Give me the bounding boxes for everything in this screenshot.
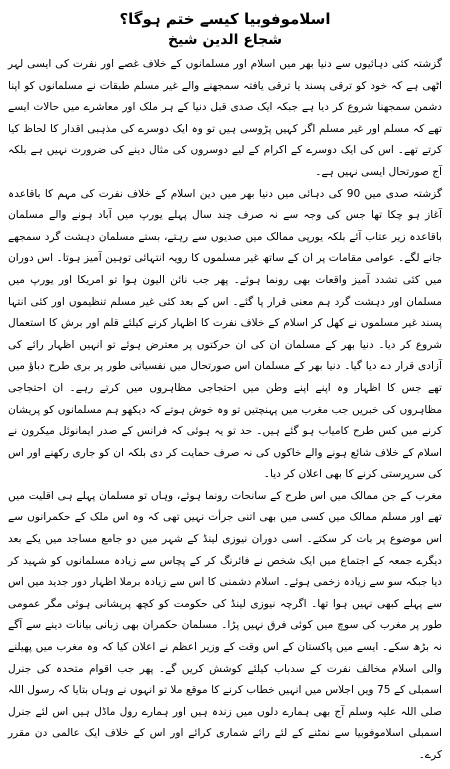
- article-title: اسلاموفوبیا کیسے ختم ہوگا؟: [119, 10, 331, 28]
- article-paragraph-3: مغرب کے جن ممالک میں اس طرح کے سانحات رونما ہوئے، وہاں تو مسلمان پہلے ہی اقلیت میں تھے اور مسلم ممالک میں کسی میں بھی اتنی جرأت نہیں تھی کہ وہ اس ملک کے حکمرانوں سے اس موضوع پر بات کر سکتے۔ اسی دوران نیوزی لینڈ کے شہر میں دو جامع مساجد میں یکے بعد دیگرے جمعہ کے اجتماع میں ایک شخص نے فائرنگ کر کے پچاس سے زیادہ مسلمانوں کو شہید کر دیا جبکہ سو سے زیادہ زخمی ہوئے۔ اسلام دشمنی کا اس سے زیادہ برملا اظہار دور جدید میں اس سے پہلے کبھی نہیں ہوا تھا۔ اگرچہ نیوزی لینڈ کی حکومت کو کچھ پریشانی ہوئی مگر عمومی طور پر مغرب کی سوچ میں کوئی فرق نہیں پڑا۔ مسلمان حکمران بھی زبانی بیانات دینے سے آگے نہ بڑھ سکے۔ ایسے میں پاکستان کے اس وقت کے وزیر اعظم نے اعلان کیا کہ وہ مغرب میں پھیلنے والی اسلام مخالف نفرت کے سدباب کیلئے کوشش کریں گے۔ پھر جب اقوام متحدہ کی جنرل اسمبلی کے 75 ویں اجلاس میں انہیں خطاب کرنے کا موقع ملا تو انہوں نے وہاں بتایا کہ رسول اللہ صلی اللہ علیہ وسلم آج بھی ہمارے دلوں میں زندہ ہیں اور ہمارے رول ماڈل ہیں اس لئے جنرل اسمبلی اسلاموفوبیا سے نمٹنے کے لئے رائے شماری کرائے اور اس کے خلاف ایک عالمی دن مقرر کرے۔: [8, 489, 442, 761]
- article-author: شجاع الدین شیخ: [168, 32, 282, 48]
- article-paragraph-2: گزشتہ صدی میں 90 کی دہائی میں دنیا بھر میں دین اسلام کے خلاف نفرت کی مہم کا باقاعدہ آغاز ہو چکا تھا جس کی وجہ سے نہ صرف چند سال پہلے یورپ میں آباد ہونے والے مسلمان باقاعدہ زیر عتاب آئے بلکہ یورپی ممالک میں صدیوں سے رہتے، بستے مسلمان دہشت گرد سمجھے جانے لگے۔ عوامی مقامات پر ان کے ساتھ غیر مسلموں کا رویہ انتہائی توہین آمیز ہوتا۔ اس دوران میں کئی تشدد آمیز واقعات بھی رونما ہوئے۔ پھر جب نائن الیون ہوا تو امریکا اور یورپ میں مسلمان اور دہشت گرد ہم معنی قرار پا گئے۔ اس کے بعد کئی غیر مسلم تنظیموں اور کئی انتہا پسند غیر مسلموں نے کھل کر اسلام کے خلاف نفرت کا اظہار کرنے کیلئے قلم اور برش کا استعمال شروع کر دیا۔ دنیا بھر کے مسلمان ان کی ان حرکتوں پر معترض ہوئے تو انہیں اظہار رائے کی آزادی قرار دے دیا گیا۔ دنیا بھر کے مسلمان اس صورتحال میں نفسیاتی طور پر بری طرح دباؤ میں تھے جس کا اظہار وہ اپنے اپنے وطن میں احتجاجی مظاہروں میں کرتے رہے۔ ان احتجاجی مظاہروں کی خبریں جب مغرب میں پہنچتیں تو وہ خوش ہوتے کہ دیکھو ہم مسلمانوں کو پریشان کرنے میں کس طرح کامیاب ہو گئے ہیں۔ حد تو یہ ہوئی کہ فرانس کے صدر ایمانوئل میکرون نے اسلام کے خلاف شائع ہونے والے خاکوں کی نہ صرف حمایت کر دی بلکہ ان کو جاری رکھنے اور اس کی سرپرستی کرنے کا بھی اعلان کر دیا۔: [8, 187, 442, 481]
- article-body: [8, 54, 442, 767]
- article-paragraph-1: گزشتہ کئی دہائیوں سے دنیا بھر میں اسلام اور مسلمانوں کے خلاف غصے اور نفرت کی ایسی لہر اٹھی ہے کہ خود کو ترقی پسند یا ترقی یافتہ سمجھنے والے غیر مسلم طبقات نے مسلمانوں کو اپنا دشمن سمجھنا شروع کر دیا ہے جبکہ ایک صدی قبل دنیا کے ہر ملک اور معاشرے میں حالات ایسے تھے کہ مسلم اور غیر مسلم اگر کہیں پڑوسی ہیں تو وہ ایک دوسرے کی مذہبی اقدار کا لحاظ کیا کرتے تھے۔ اس کی ایک دوسرے کے اکرام کے لیے دوسروں کی مثال دینے کی ضرورت نہیں ہے بلکہ آج صورتحال ایسی نہیں ہے۔: [8, 58, 442, 178]
